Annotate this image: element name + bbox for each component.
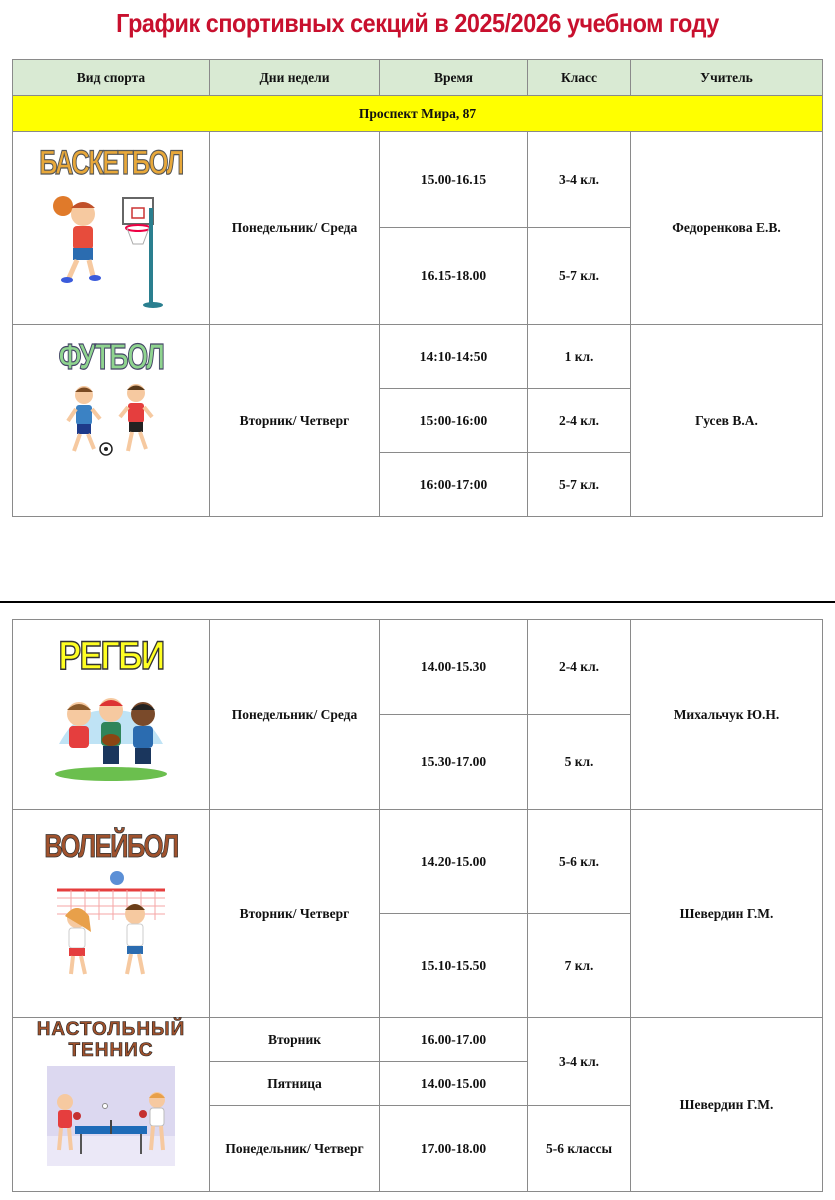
- days-football: Вторник/ Четверг: [210, 325, 380, 517]
- volleyball-players-icon: [51, 870, 171, 980]
- days-tennis-1: Вторник: [210, 1018, 380, 1062]
- days-basketball: Понедельник/ Среда: [210, 132, 380, 325]
- days-rugby: Понедельник/ Среда: [210, 620, 380, 810]
- sport-name-football: ФУТБОЛ: [58, 336, 164, 377]
- grade-cell: 3-4 кл.: [528, 132, 631, 228]
- days-tennis-2: Пятница: [210, 1062, 380, 1106]
- sport-name-rugby: РЕГБИ: [58, 634, 164, 678]
- table-row: [13, 325, 823, 389]
- table-row: [13, 620, 823, 715]
- sport-cell-basketball: [13, 132, 210, 325]
- days-volleyball: Вторник/ Четверг: [210, 810, 380, 1018]
- teacher-volleyball: Шевердин Г.М.: [631, 810, 823, 1018]
- header-grade: Класс: [528, 60, 631, 96]
- header-time: Время: [380, 60, 528, 96]
- sport-cell-volleyball: [13, 810, 210, 1018]
- header-teacher: Учитель: [631, 60, 823, 96]
- sport-cell-rugby: [13, 620, 210, 810]
- teacher-football: Гусев В.А.: [631, 325, 823, 517]
- teacher-rugby: Михальчук Ю.Н.: [631, 620, 823, 810]
- basketball-player-icon: [41, 188, 181, 308]
- time-cell: 16.00-17.00: [380, 1018, 528, 1062]
- time-cell: 14.00-15.00: [380, 1062, 528, 1106]
- time-cell: 14:10-14:50: [380, 325, 528, 389]
- grade-cell: 7 кл.: [528, 914, 631, 1018]
- grade-tennis-a: 3-4 кл.: [528, 1018, 631, 1106]
- table-row: [13, 132, 823, 228]
- grade-cell: 5-7 кл.: [528, 228, 631, 325]
- sport-name-tennis-line1: НАСТОЛЬНЫЙ: [36, 1019, 186, 1040]
- header-row: [13, 60, 823, 96]
- teacher-tennis: Шевердин Г.М.: [631, 1018, 823, 1192]
- sport-name-volleyball: ВОЛЕЙБОЛ: [44, 828, 178, 864]
- grade-cell: 5-6 кл.: [528, 810, 631, 914]
- time-cell: 14.20-15.00: [380, 810, 528, 914]
- sport-name-tennis-line2: ТЕННИС: [68, 1040, 154, 1061]
- page-title: График спортивных секций в 2025/2026 учебном году: [116, 8, 719, 38]
- address-row: [13, 96, 823, 132]
- time-cell: 15.10-15.50: [380, 914, 528, 1018]
- time-cell: 15.30-17.00: [380, 715, 528, 810]
- grade-tennis-b: 5-6 классы: [528, 1106, 631, 1192]
- time-cell: 16:00-17:00: [380, 453, 528, 517]
- grade-cell: 1 кл.: [528, 325, 631, 389]
- sport-cell-tennis: [13, 1018, 210, 1192]
- grade-cell: 2-4 кл.: [528, 620, 631, 715]
- table-tennis-icon: [47, 1066, 175, 1166]
- schedule-table-top: [12, 59, 823, 517]
- page-divider: [0, 601, 835, 603]
- schedule-table-bottom: [12, 619, 823, 1192]
- days-tennis-3: Понедельник/ Четверг: [210, 1106, 380, 1192]
- time-cell: 17.00-18.00: [380, 1106, 528, 1192]
- football-players-icon: [56, 383, 166, 463]
- time-cell: 15:00-16:00: [380, 389, 528, 453]
- table-row: [13, 810, 823, 914]
- teacher-basketball: Федоренкова Е.В.: [631, 132, 823, 325]
- sport-name-basketball: БАСКЕТБОЛ: [39, 144, 183, 182]
- time-cell: 16.15-18.00: [380, 228, 528, 325]
- sport-cell-football: [13, 325, 210, 517]
- time-cell: 15.00-16.15: [380, 132, 528, 228]
- address-label: Проспект Мира, 87: [13, 96, 823, 132]
- header-sport: Вид спорта: [13, 60, 210, 96]
- header-days: Дни недели: [210, 60, 380, 96]
- grade-cell: 5-7 кл.: [528, 453, 631, 517]
- grade-cell: 5 кл.: [528, 715, 631, 810]
- time-cell: 14.00-15.30: [380, 620, 528, 715]
- grade-cell: 2-4 кл.: [528, 389, 631, 453]
- rugby-players-icon: [51, 684, 171, 782]
- table-row: [13, 1018, 823, 1062]
